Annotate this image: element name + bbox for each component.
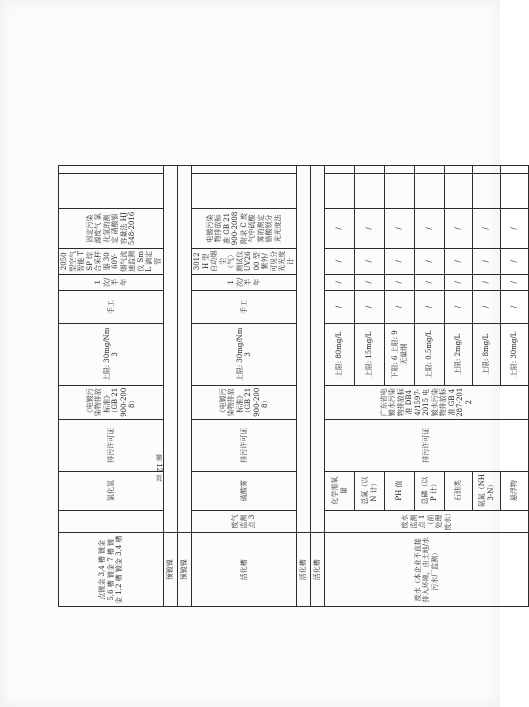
limit-cell: 上限: 8mg/L (473, 324, 501, 385)
dash-cell: / (473, 290, 501, 324)
analysis-cell: 电镀污染物排放标准 GB 21900-2008 附录 C 废气中硫酸雾的测定 铬酸钡分光光度法 (192, 209, 297, 249)
dash-cell: / (385, 248, 415, 274)
empty-cell (178, 166, 192, 533)
factor-cell: 氨氮（NH3-N） (473, 471, 501, 510)
dash-cell: / (501, 209, 529, 249)
limit-cell: 上限: 80mg/L (325, 324, 355, 385)
factor-cell: 氯化氢 (59, 471, 164, 510)
wastewater-basis-cell: 排污许可证 (325, 419, 529, 471)
basis-cell: 排污许可证 (59, 419, 164, 471)
dash-cell: / (355, 290, 385, 324)
method-cell: 手工 (192, 290, 297, 324)
dash-cell: / (325, 290, 355, 324)
dash-cell: / (385, 290, 415, 324)
equipment-cell: 2050 型空气智能 TSP 综合采样器 3060Y-烟气流速监测仪 SmL 滴定管 (59, 248, 164, 274)
empty-cell (415, 173, 445, 208)
dash-cell: / (385, 209, 415, 249)
dash-cell: / (325, 274, 355, 290)
limit-cell: 上限: 0.5mg/L (415, 324, 445, 385)
empty-cell (473, 166, 501, 174)
empty-cell (415, 166, 445, 174)
empty-cell (473, 173, 501, 208)
limit-cell: 下限: 6 上限: 9 无量纲 (385, 324, 415, 385)
dash-cell: / (473, 209, 501, 249)
dash-cell: / (501, 274, 529, 290)
dash-cell: / (325, 248, 355, 274)
dash-cell: / (355, 274, 385, 290)
empty-cell (297, 166, 311, 533)
empty-cell (59, 510, 164, 533)
basis-cell: 排污许可证 (192, 419, 297, 471)
dash-cell: / (415, 248, 445, 274)
dash-cell: / (385, 274, 415, 290)
dash-cell: / (445, 209, 473, 249)
equipment-cell: 3012H 型自动烟尘（气）测试仪 UV2600 型紫外/可见分光光度计 (192, 248, 297, 274)
wastewater-location-cell: 废水监测点 1（前处理废水） (325, 510, 529, 533)
empty-cell (445, 166, 473, 174)
limit-cell: 上限: 15mg/L (355, 324, 385, 385)
dash-cell: / (445, 274, 473, 290)
empty-cell (445, 173, 473, 208)
empty-cell (501, 173, 529, 208)
dash-cell: / (415, 290, 445, 324)
empty-cell (325, 173, 355, 208)
table-row (311, 166, 325, 607)
source-process-cell: 活化槽 (297, 533, 311, 607)
dash-cell: / (415, 209, 445, 249)
dash-cell: / (445, 248, 473, 274)
source-location-cell: 预镀镍 (164, 533, 178, 607)
empty-cell (59, 173, 164, 208)
wastewater-standard-cell: 广东省电镀水污染物排放标准 DB44/1597-2015 电镀水污染物排放标准 GB 4287-2012 (325, 385, 529, 419)
source-process-cell: 活化槽 (192, 533, 297, 607)
dash-cell: / (501, 290, 529, 324)
table-row (325, 166, 355, 607)
frequency-cell: 1 次/半年 (59, 274, 164, 290)
factor-cell: PH 值 (385, 471, 415, 510)
source-location-cell: 点镀金 3,4 槽 镀金 5,6 槽 镀金 7 槽 镀金 1,2 槽 镀金 3,4 槽 (59, 533, 164, 607)
empty-cell (385, 173, 415, 208)
dash-cell: / (473, 248, 501, 274)
source-process-cell: 活化槽 (311, 533, 325, 607)
standard-cell: 《电镀污染物排放标准》（GB 21900-2008） (59, 385, 164, 419)
dash-cell: / (355, 248, 385, 274)
table-row (59, 166, 164, 607)
wastewater-category-cell: 废水（本企业不直接排入环境，由土地/水污水厂监测） (325, 533, 529, 607)
method-cell: 手工 (59, 290, 164, 324)
dash-cell: / (445, 290, 473, 324)
page-number: 第 12 页 (155, 454, 163, 482)
dash-cell: / (325, 209, 355, 249)
limit-cell: 上限: 30mg/Nm3 (192, 324, 297, 385)
table-row (192, 166, 297, 607)
source-location-cell: 预镀镍 (178, 533, 192, 607)
empty-cell (311, 166, 325, 533)
dash-cell: / (415, 274, 445, 290)
monitoring-plan-table (58, 165, 529, 607)
table-row (178, 166, 192, 607)
empty-cell (355, 173, 385, 208)
table-row (297, 166, 311, 607)
dash-cell: / (355, 209, 385, 249)
empty-cell (355, 166, 385, 174)
factor-cell: 悬浮物 (501, 471, 529, 510)
empty-cell (501, 166, 529, 174)
location-cell: 废气监测点 3 (192, 510, 297, 533)
standard-cell: 《电镀污染物排放标准》（GB 21900-2008） (192, 385, 297, 419)
empty-cell (192, 166, 297, 174)
factor-cell: 总磷（以 P 计） (415, 471, 445, 510)
factor-cell: 化学需氧量 (325, 471, 355, 510)
analysis-cell: 固定污染源废气 氯化氢的测定 硝酸银容量法 HJ548-2016 (59, 209, 164, 249)
empty-cell (59, 166, 164, 174)
limit-cell: 上限: 30mg/Nm3 (59, 324, 164, 385)
table-row (164, 166, 178, 607)
empty-cell (192, 173, 297, 208)
factor-cell: 石油类 (445, 471, 473, 510)
empty-cell (164, 166, 178, 533)
empty-cell (325, 166, 355, 174)
dash-cell: / (501, 248, 529, 274)
empty-cell (385, 166, 415, 174)
frequency-cell: 1 次/半年 (192, 274, 297, 290)
factor-cell: 总氮（以 N 计） (355, 471, 385, 510)
dash-cell: / (473, 274, 501, 290)
limit-cell: 上限: 2mg/L (445, 324, 473, 385)
limit-cell: 上限: 30mg/L (501, 324, 529, 385)
factor-cell: 硫酸雾 (192, 471, 297, 510)
